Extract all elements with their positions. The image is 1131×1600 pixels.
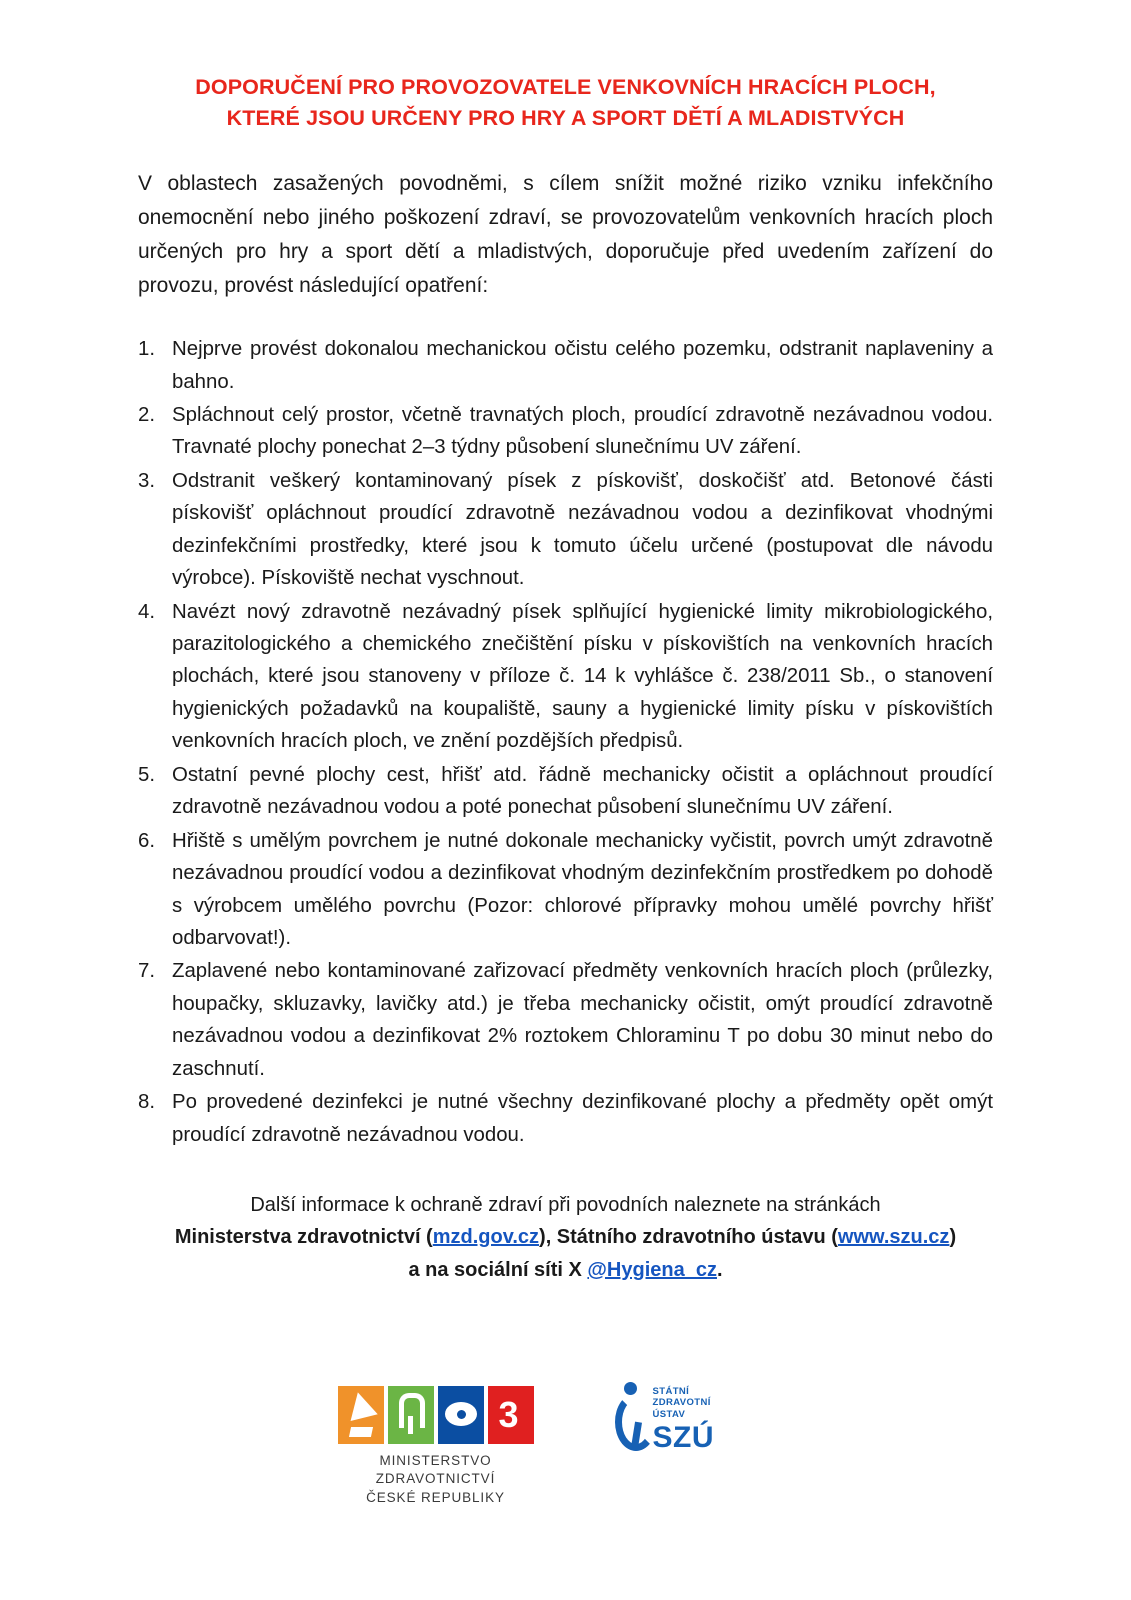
logo-block-orange-icon	[338, 1386, 384, 1444]
logo-block-blue-eye-icon	[438, 1386, 484, 1444]
logo-block-red-icon	[488, 1386, 534, 1444]
footer-line-3-suffix: .	[716, 1258, 723, 1281]
list-item: Nejprve provést dokonalou mechanickou očistu celého pozemku, odstranit naplaveniny a bahno.	[172, 338, 993, 393]
link-hygiena-cz[interactable]: @Hygiena_cz	[587, 1258, 717, 1281]
page-title-line-1: DOPORUČENÍ PRO PROVOZOVATELE VENKOVNÍCH HRACÍCH PLOCH,	[195, 75, 936, 99]
list-item: Odstranit veškerý kontaminovaný písek z pískovišť, doskočišť atd. Betonové části pískovišť opláchnout proudící zdravotně nezávadnou vodou a dezinfikovat vhodnými dezinfekčními prostředky, které jsou k tomuto účelu určené (postupovat dle návodu výrobce). Pískoviště nechat vyschnout.	[172, 469, 993, 590]
footer-line-2-prefix: Ministerstva zdravotnictví (	[174, 1226, 433, 1249]
szu-figure-icon	[613, 1382, 647, 1448]
footer-line-3-prefix: a na sociální síti X	[408, 1258, 588, 1281]
szu-text-line-2: ZDRAVOTNÍ	[652, 1397, 711, 1409]
logo-red-letter: 3	[498, 1394, 519, 1436]
link-szu[interactable]: www.szu.cz	[837, 1226, 950, 1249]
ministry-logo-text-line-1: MINISTERSTVO ZDRAVOTNICTVÍ	[375, 1453, 496, 1487]
footer-line-2-middle: ), Státního zdravotního ústavu (	[539, 1226, 838, 1249]
footer-line-2-suffix: )	[949, 1226, 957, 1249]
footer-line-1: Další informace k ochraně zdraví při povodních naleznete na stránkách	[250, 1194, 881, 1217]
link-mzd[interactable]: mzd.gov.cz	[432, 1226, 540, 1249]
ministry-logo-text-line-2: ČESKÉ REPUBLIKY	[366, 1489, 505, 1505]
page-title	[138, 72, 993, 133]
footer-line-3	[138, 1254, 993, 1286]
logo-block-green-icon	[388, 1386, 434, 1444]
logo-row	[138, 1382, 993, 1507]
ministry-of-health-logo	[329, 1382, 543, 1507]
page-title-line-2: KTERÉ JSOU URČENY PRO HRY A SPORT DĚTÍ A MLADISTVÝCH	[226, 105, 905, 130]
list-item: Hřiště s umělým povrchem je nutné dokonale mechanicky vyčistit, povrch umýt zdravotně nezávadnou proudící vodou a dezinfikovat vhodným dezinfekčním prostředkem po dohodě s výrobcem umělého povrchu (Pozor: chlorové přípravky mohou umělé povrchy hřišť odbarvovat!).	[172, 829, 993, 949]
footer-line-2	[138, 1221, 993, 1253]
szu-text-line-1: STÁTNÍ	[652, 1386, 690, 1398]
footer-note	[138, 1189, 993, 1286]
list-item: Navézt nový zdravotně nezávadný písek splňující hygienické limity mikrobiologického, parazitologického a chemického znečištění písku v pískovištích na venkovních hracích plochách, které jsou stanoveny v příloze č. 14 k vyhlášce č. 238/2011 Sb., o stanovení hygienických požadavků na koupaliště, sauny a hygienické limity písku v pískovištích venkovních hracích ploch, ve znění pozdějších předpisů.	[172, 600, 993, 753]
szu-logo-text	[653, 1382, 715, 1453]
list-item: Po provedené dezinfekci je nutné všechny dezinfikované plochy a předměty opět omýt proudící zdravotně nezávadnou vodou.	[172, 1091, 993, 1146]
list-item: Zaplavené nebo kontaminované zařizovací předměty venkovních hracích ploch (průlezky, houpačky, skluzavky, lavičky atd.) je třeba mechanicky očistit, omýt proudící zdravotně nezávadnou vodou a dezinfikovat 2% roztokem Chloraminu T po dobu 30 minut nebo do zaschnutí.	[172, 960, 993, 1080]
measures-list	[138, 333, 993, 1151]
szu-logo	[613, 1382, 803, 1453]
ministry-logo-mark	[329, 1382, 543, 1444]
szu-acronym: SZÚ	[652, 1420, 714, 1454]
szu-text-line-3: ÚSTAV	[652, 1408, 686, 1420]
ministry-logo-text	[329, 1452, 543, 1507]
list-item: Ostatní pevné plochy cest, hřišť atd. řádně mechanicky očistit a opláchnout proudící zdravotně nezávadnou vodou a poté ponechat působení slunečnímu UV záření.	[172, 763, 993, 819]
list-item: Spláchnout celý prostor, včetně travnatých ploch, proudící zdravotně nezávadnou vodou. Travnaté plochy ponechat 2–3 týdny působení slunečnímu UV záření.	[172, 403, 993, 459]
intro-paragraph: V oblastech zasažených povodněmi, s cílem snížit možné riziko vzniku infekčního onemocnění nebo jiného poškození zdraví, se provozovatelům venkovních hracích ploch určených pro hry a sport dětí a mladistvých, doporučuje před uvedením zařízení do provozu, provést následující opatření:	[138, 172, 993, 298]
